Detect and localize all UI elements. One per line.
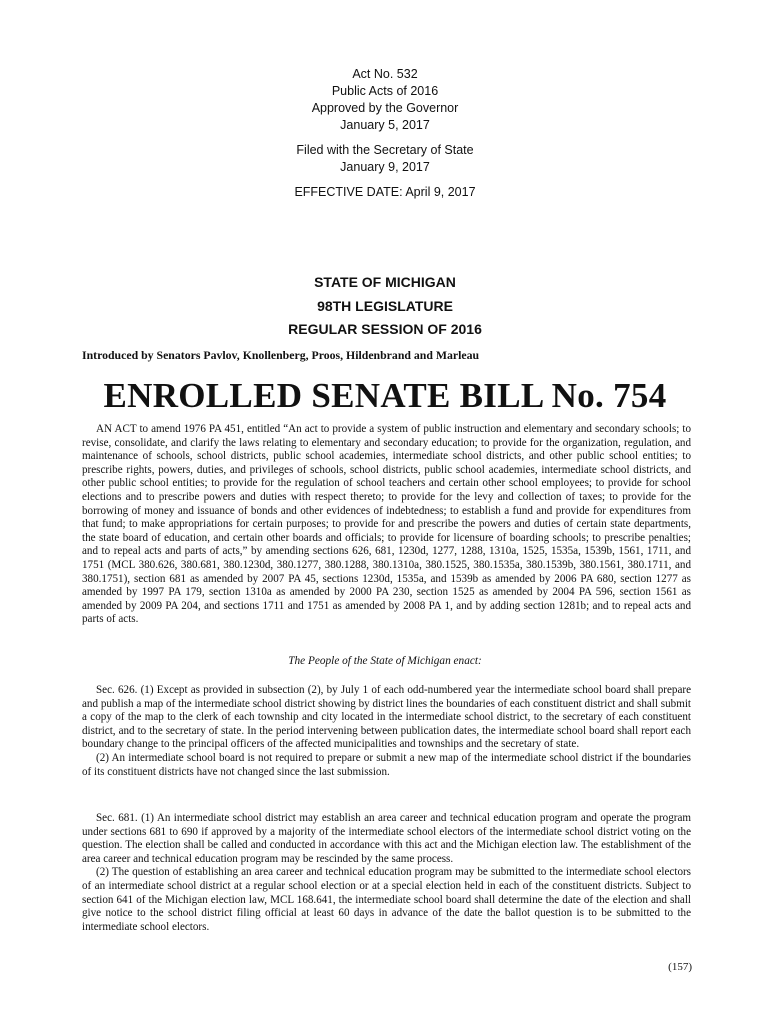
sponsors-line: Introduced by Senators Pavlov, Knollenberg, Proos, Hildenbrand and Marleau <box>82 348 480 362</box>
act-header <box>0 66 770 201</box>
section-681-subsection-1: Sec. 681. (1) An intermediate school district may establish an area career and technical education program and operate the program under sections 681 to 690 if approved by a majority of the intermediate school electors of the intermediate school district voting on the question. The election shall be called and conducted in accordance with this act and the Michigan election law. The establishment of the area career and technical education program may be rescinded by the same process. <box>82 812 691 865</box>
page-number: (157) <box>668 961 692 973</box>
enacting-clause: The People of the State of Michigan enact: <box>288 655 482 667</box>
effective-date: EFFECTIVE DATE: April 9, 2017 <box>294 185 476 199</box>
public-acts-year: Public Acts of 2016 <box>331 84 439 98</box>
approved-date: January 5, 2017 <box>340 118 430 132</box>
bill-title: ENROLLED SENATE BILL No. 754 <box>103 376 667 415</box>
section-626-subsection-2: (2) An intermediate school board is not required to prepare or submit a new map of the intermediate school district if the boundaries of its constituent districts have not changed since the last submission. <box>82 751 691 778</box>
section-681-subsection-2: (2) The question of establishing an area career and technical education program may be submitted to the intermediate school electors of an intermediate school district at a regular school election or at a special election held in each of the constituent districts. Subject to section 641 of the Michigan election law, MCL 168.641, the intermediate school board shall determine the date of the election and shall give notice to the school district filing official at least 60 days in advance of the date the ballot question is to be submitted to the intermediate school electors. <box>82 866 691 933</box>
filed-date: January 9, 2017 <box>340 160 430 174</box>
section-626 <box>82 684 691 779</box>
section-681 <box>82 812 691 934</box>
state-name: STATE OF MICHIGAN <box>314 274 456 290</box>
legislature-number: 98TH LEGISLATURE <box>317 297 453 314</box>
act-number: Act No. 532 <box>352 67 418 81</box>
act-title-section <box>82 423 691 627</box>
section-626-subsection-1: Sec. 626. (1) Except as provided in subsection (2), by July 1 of each odd-numbered year the intermediate school board shall prepare and publish a map of the intermediate school district showing by district lines the boundaries of each constituent district and shall submit a copy of the map to the clerk of each township and city located in the intermediate school district, to the secretary of each constituent district, and to the secretary of state. In the period intervening between publication dates, the intermediate school board shall report each boundary change to the principal officers of the affected municipalities and townships and the secretary of state. <box>82 684 691 751</box>
filed-line: Filed with the Secretary of State <box>296 143 474 157</box>
act-title-paragraph: AN ACT to amend 1976 PA 451, entitled “An act to provide a system of public instruction and elementary and secondary schools; to revise, consolidate, and clarify the laws relating to elementary and secondary education; to provide for the organization, regulation, and maintenance of schools, school districts, public school academies, intermediate school districts, and other public school entities; to prescribe rights, powers, duties, and privileges of schools, school districts, public school academies, intermediate school districts, and other public school entities; to provide for the regulation of school teachers and certain other school employees; to provide for school elections and to prescribe powers and duties with respect thereto; to provide for the levy and collection of taxes; to provide for the borrowing of money and issuance of bonds and other evidences of indebtedness; to establish a fund and provide for expenditures from that fund; to make appropriations for certain purposes; to provide for and prescribe the powers and duties of certain state departments, the state board of education, and certain other boards and officials; to provide for licensure of boarding schools; to prescribe penalties; and to repeal acts and parts of acts,” by amending sections 626, 681, 1230d, 1277, 1288, 1310a, 1525, 1535a, 1539b, 1561, 1711, and 1751 (MCL 380.626, 380.681, 380.1230d, 380.1277, 380.1288, 380.1310a, 380.1525, 380.1535a, 380.1539b, 380.1561, 380.1711, and 380.1751), section 681 as amended by 2007 PA 45, sections 1230d, 1535a, and 1539b as amended by 2006 PA 680, section 1277 as amended by 1997 PA 179, section 1310a as amended by 2000 PA 230, section 1525 as amended by 2004 PA 596, section 1561 as amended by 2009 PA 204, and sections 1711 and 1751 as amended by 2008 PA 1, and by adding section 1281b; and to repeal acts and parts of acts. <box>82 423 691 626</box>
legislature-heading <box>0 271 770 342</box>
approved-line: Approved by the Governor <box>311 101 459 115</box>
session-name: REGULAR SESSION OF 2016 <box>288 321 482 337</box>
